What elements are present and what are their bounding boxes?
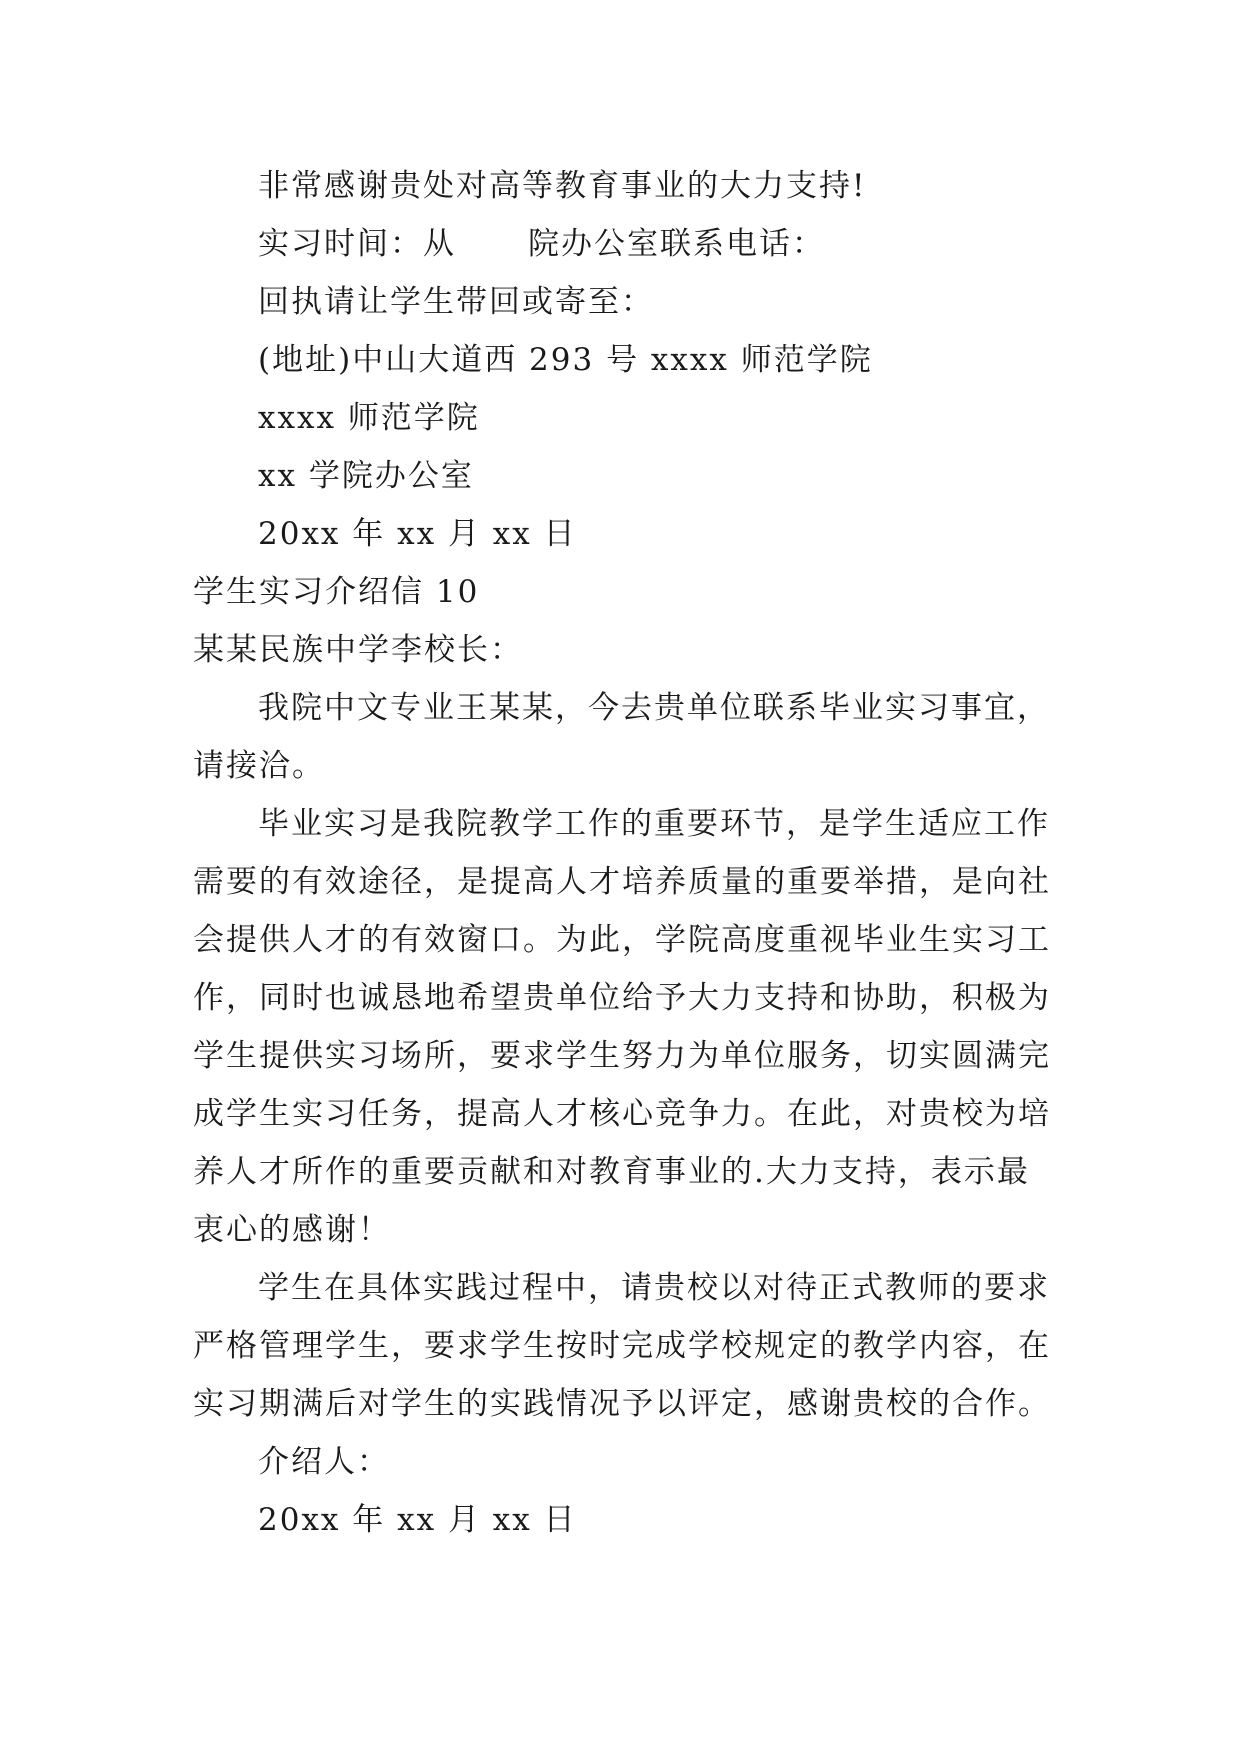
college-name-line: xxxx 师范学院: [258, 400, 480, 436]
paragraph-2-line-6: 成学生实习任务，提高人才核心竞争力。在此，对贵校为培: [193, 1096, 1051, 1132]
paragraph-1-line-2: 请接洽。: [193, 748, 325, 784]
paragraph-2-line-5: 学生提供实习场所，要求学生努力为单位服务，切实圆满完: [193, 1038, 1051, 1074]
date-line: 20xx 年 xx 月 xx 日: [258, 516, 577, 552]
letter-title: 学生实习介绍信 10: [193, 574, 480, 610]
address-line: (地址)中山大道西 293 号 xxxx 师范学院: [258, 342, 873, 378]
paragraph-2-line-2: 需要的有效途径，是提高人才培养质量的重要举措，是向社: [193, 864, 1051, 900]
paragraph-3-line-1: 学生在具体实践过程中，请贵校以对待正式教师的要求: [258, 1270, 1050, 1306]
paragraph-1-line-1: 我院中文专业王某某，今去贵单位联系毕业实习事宜，: [258, 690, 1050, 726]
paragraph-2-line-4: 作，同时也诚恳地希望贵单位给予大力支持和协助，积极为: [193, 980, 1051, 1016]
paragraph-2-line-1: 毕业实习是我院教学工作的重要环节，是学生适应工作: [258, 806, 1050, 842]
paragraph-2-line-3: 会提供人才的有效窗口。为此，学院高度重视毕业生实习工: [193, 922, 1051, 958]
closing-date-line: 20xx 年 xx 月 xx 日: [258, 1502, 577, 1538]
paragraph-2-line-7: 养人才所作的重要贡献和对教育事业的.大力支持，表示最: [193, 1154, 1030, 1190]
paragraph-3-line-2: 严格管理学生，要求学生按时完成学校规定的教学内容，在: [193, 1328, 1051, 1364]
salutation-line: 某某民族中学李校长：: [193, 632, 523, 668]
thanks-line: 非常感谢贵处对高等教育事业的大力支持!: [258, 168, 867, 204]
internship-time-label: 实习时间：从: [258, 226, 456, 262]
introducer-line: 介绍人：: [258, 1444, 390, 1480]
internship-time-line: [258, 224, 825, 264]
office-phone-label: 院办公室联系电话：: [528, 226, 825, 262]
paragraph-2-line-8: 衷心的感谢！: [193, 1212, 391, 1248]
return-instruction-line: 回执请让学生带回或寄至：: [258, 284, 654, 320]
office-name-line: xx 学院办公室: [258, 458, 474, 494]
paragraph-3-line-3: 实习期满后对学生的实践情况予以评定，感谢贵校的合作。: [193, 1386, 1051, 1422]
